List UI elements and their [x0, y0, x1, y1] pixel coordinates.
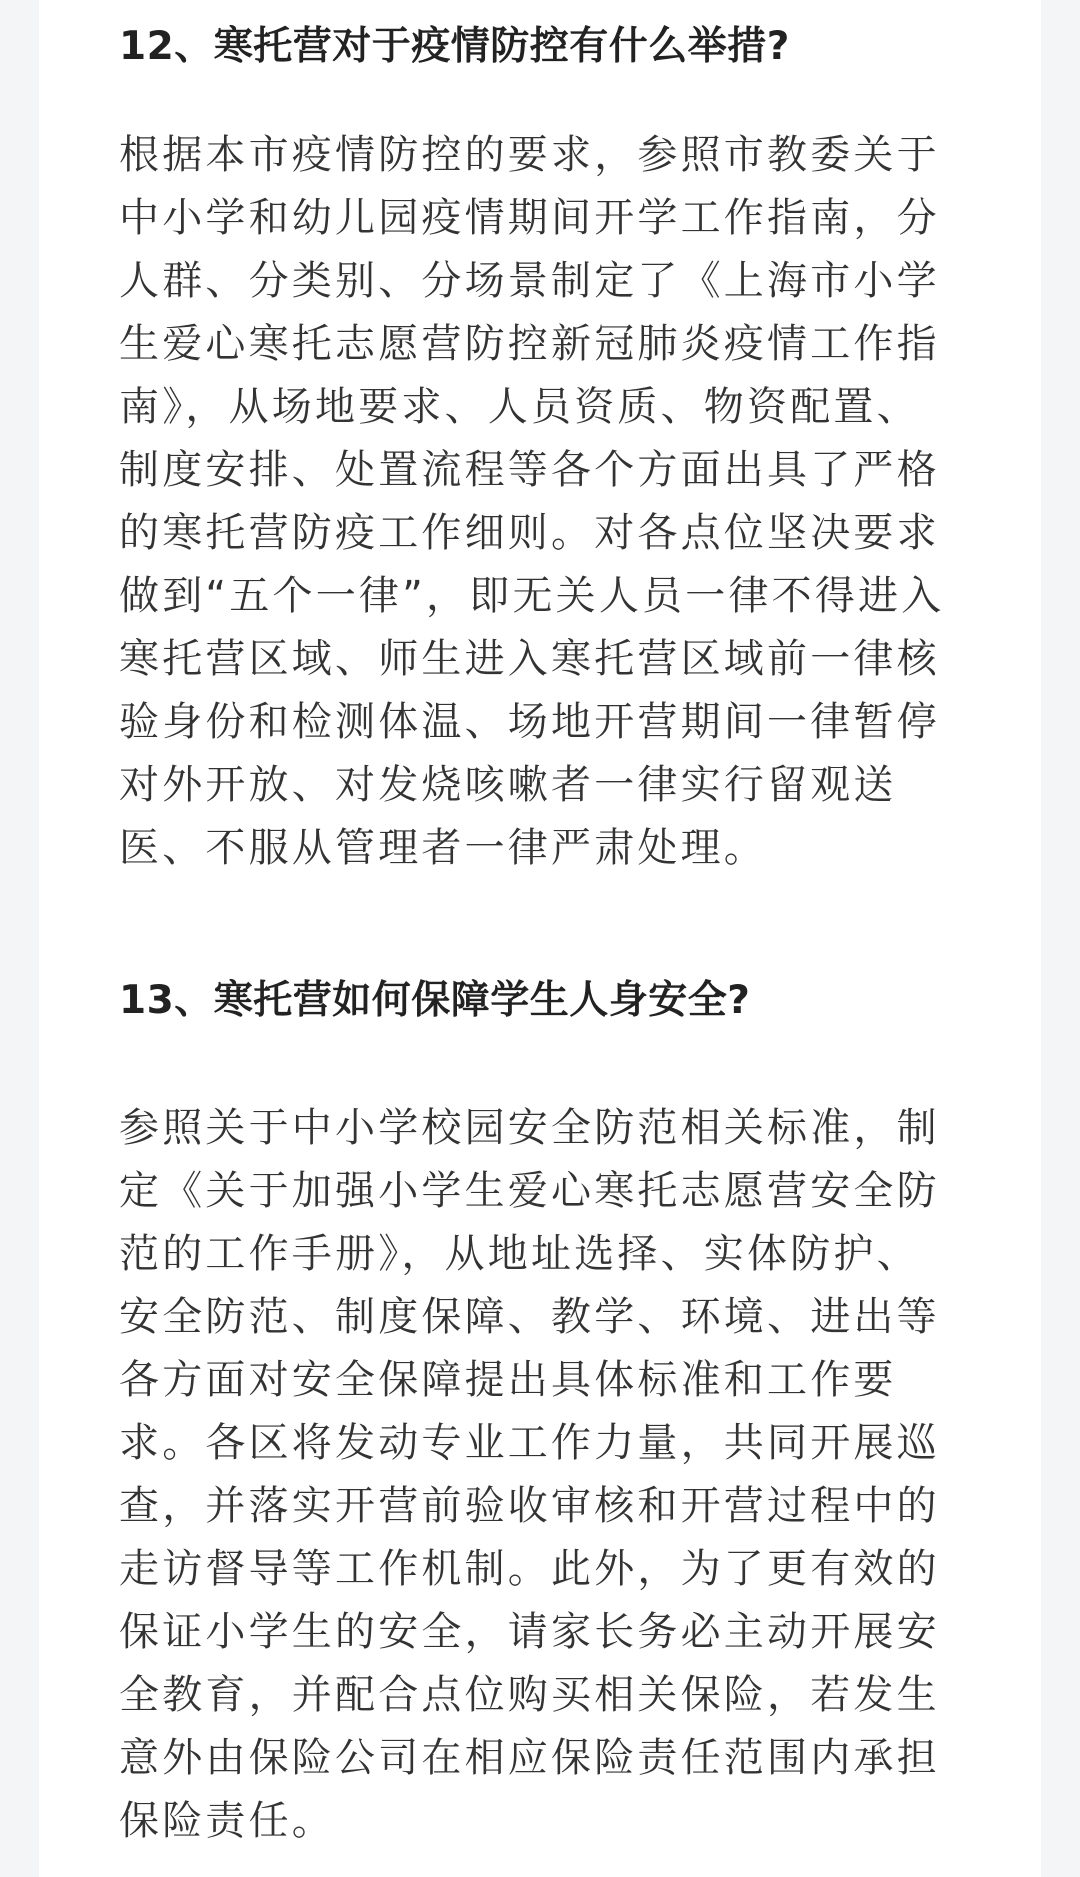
answer-line: 做到“五个一律”，即无关人员一律不得进入 [119, 573, 945, 619]
answer-line: 各方面对安全保障提出具体标准和工作要 [119, 1357, 897, 1403]
answer-line: 生爱心寒托志愿营防控新冠肺炎疫情工作指 [119, 321, 940, 367]
answer-line: 保证小学生的安全，请家长务必主动开展安 [119, 1609, 940, 1655]
answer-line: 制度安排、处置流程等各个方面出具了严格 [119, 447, 940, 493]
question-heading-13: 13、寒托营如何保障学生人身安全? [119, 978, 751, 1023]
answer-line: 人群、分类别、分场景制定了《上海市小学 [119, 258, 940, 304]
article-page [39, 0, 1041, 1877]
answer-line: 寒托营区域、师生进入寒托营区域前一律核 [119, 636, 940, 682]
answer-line: 医、不服从管理者一律严肃处理。 [119, 825, 767, 871]
answer-paragraph-12 [119, 124, 979, 880]
answer-line: 定《关于加强小学生爱心寒托志愿营安全防 [119, 1168, 940, 1214]
answer-line: 南》，从场地要求、人员资质、物资配置、 [119, 384, 920, 430]
answer-line: 求。各区将发动专业工作力量，共同开展巡 [119, 1420, 940, 1466]
answer-line: 范的工作手册》，从地址选择、实体防护、 [119, 1231, 920, 1277]
answer-paragraph-13 [119, 1097, 979, 1853]
answer-line: 走访督导等工作机制。此外，为了更有效的 [119, 1546, 940, 1592]
answer-line: 保险责任。 [119, 1798, 335, 1844]
answer-line: 验身份和检测体温、场地开营期间一律暂停 [119, 699, 940, 745]
answer-line: 全教育，并配合点位购买相关保险，若发生 [119, 1672, 940, 1718]
answer-line: 对外开放、对发烧咳嗽者一律实行留观送 [119, 762, 897, 808]
answer-line: 参照关于中小学校园安全防范相关标准，制 [119, 1105, 940, 1151]
answer-line: 根据本市疫情防控的要求，参照市教委关于 [119, 132, 940, 178]
answer-line: 查，并落实开营前验收审核和开营过程中的 [119, 1483, 940, 1529]
answer-line: 的寒托营防疫工作细则。对各点位坚决要求 [119, 510, 940, 556]
answer-line: 中小学和幼儿园疫情期间开学工作指南，分 [119, 195, 940, 241]
answer-line: 安全防范、制度保障、教学、环境、进出等 [119, 1294, 940, 1340]
question-heading-12: 12、寒托营对于疫情防控有什么举措? [119, 24, 790, 69]
answer-line: 意外由保险公司在相应保险责任范围内承担 [119, 1735, 940, 1781]
